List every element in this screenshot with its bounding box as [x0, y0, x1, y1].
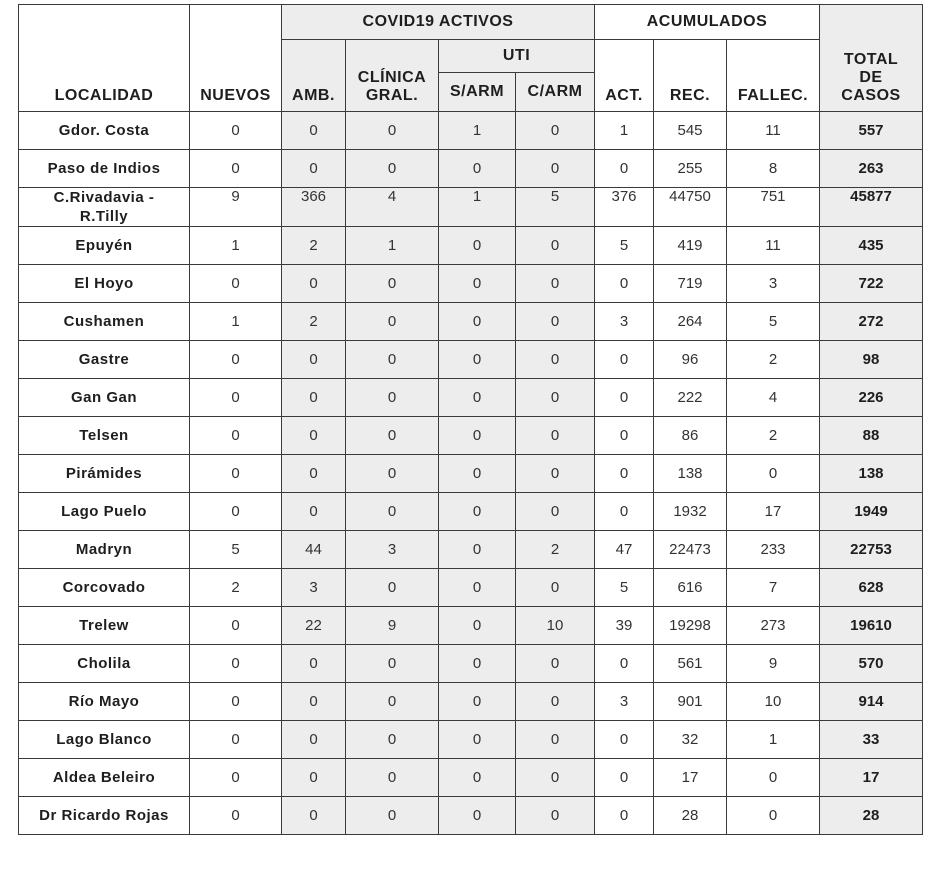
total-cell: 1949	[820, 493, 923, 531]
act-cell: 0	[595, 759, 654, 797]
table-row	[19, 227, 923, 265]
nuevos-cell: 0	[190, 265, 282, 303]
clinica-cell: 0	[346, 150, 439, 188]
nuevos-cell: 2	[190, 569, 282, 607]
rec-cell: 22473	[654, 531, 727, 569]
rec-cell: 96	[654, 341, 727, 379]
localidad-cell: Trelew	[19, 607, 190, 645]
header-clinica-line1: CLÍNICA	[357, 69, 427, 86]
act-cell: 3	[595, 303, 654, 341]
s-arm-cell: 1	[439, 188, 516, 227]
table-row	[19, 607, 923, 645]
table-row	[19, 645, 923, 683]
fallec-cell: 3	[727, 265, 820, 303]
header-clinica-line2: GRAL.	[365, 87, 419, 104]
header-uti: UTI	[439, 40, 595, 73]
localidad-cell	[19, 188, 190, 227]
header-s-arm: S/ARM	[439, 73, 516, 112]
clinica-cell: 0	[346, 112, 439, 150]
amb-cell: 0	[282, 759, 346, 797]
total-cell: 19610	[820, 607, 923, 645]
act-cell: 0	[595, 721, 654, 759]
fallec-cell: 10	[727, 683, 820, 721]
total-cell: 722	[820, 265, 923, 303]
fallec-cell: 11	[727, 112, 820, 150]
table-row	[19, 721, 923, 759]
covid-cases-table	[18, 4, 923, 835]
total-cell: 263	[820, 150, 923, 188]
amb-cell: 0	[282, 797, 346, 835]
c-arm-cell: 0	[516, 265, 595, 303]
localidad-cell: Paso de Indios	[19, 150, 190, 188]
s-arm-cell: 0	[439, 227, 516, 265]
act-cell: 0	[595, 150, 654, 188]
c-arm-cell: 0	[516, 227, 595, 265]
fallec-cell: 0	[727, 759, 820, 797]
s-arm-cell: 0	[439, 493, 516, 531]
fallec-cell: 5	[727, 303, 820, 341]
act-cell: 376	[595, 188, 654, 227]
header-fallec: FALLEC.	[727, 40, 820, 112]
nuevos-cell: 9	[190, 188, 282, 227]
amb-cell: 0	[282, 683, 346, 721]
c-arm-cell: 0	[516, 759, 595, 797]
localidad-cell: Cushamen	[19, 303, 190, 341]
act-cell: 3	[595, 683, 654, 721]
clinica-cell: 0	[346, 379, 439, 417]
c-arm-cell: 0	[516, 683, 595, 721]
header-act: ACT.	[595, 40, 654, 112]
table-row	[19, 455, 923, 493]
table-row	[19, 759, 923, 797]
act-cell: 0	[595, 455, 654, 493]
clinica-cell: 3	[346, 531, 439, 569]
act-cell: 0	[595, 417, 654, 455]
c-arm-cell: 0	[516, 569, 595, 607]
localidad-cell: Cholila	[19, 645, 190, 683]
fallec-cell: 4	[727, 379, 820, 417]
total-cell: 98	[820, 341, 923, 379]
localidad-cell: Lago Blanco	[19, 721, 190, 759]
nuevos-cell: 0	[190, 455, 282, 493]
header-amb: AMB.	[282, 40, 346, 112]
clinica-cell: 0	[346, 797, 439, 835]
s-arm-cell: 0	[439, 683, 516, 721]
act-cell: 5	[595, 569, 654, 607]
s-arm-cell: 0	[439, 417, 516, 455]
rec-cell: 561	[654, 645, 727, 683]
table-row	[19, 531, 923, 569]
header-total-line1: TOTAL	[843, 51, 899, 68]
localidad-cell: Gastre	[19, 341, 190, 379]
total-cell: 557	[820, 112, 923, 150]
fallec-cell: 8	[727, 150, 820, 188]
fallec-cell: 273	[727, 607, 820, 645]
total-cell: 45877	[820, 188, 923, 227]
rec-cell: 86	[654, 417, 727, 455]
rec-cell: 255	[654, 150, 727, 188]
total-cell: 272	[820, 303, 923, 341]
table-row	[19, 493, 923, 531]
c-arm-cell: 5	[516, 188, 595, 227]
c-arm-cell: 10	[516, 607, 595, 645]
rec-cell: 616	[654, 569, 727, 607]
total-cell: 33	[820, 721, 923, 759]
fallec-cell: 1	[727, 721, 820, 759]
table-row	[19, 569, 923, 607]
header-total-line3: CASOS	[841, 87, 901, 104]
s-arm-cell: 0	[439, 303, 516, 341]
c-arm-cell: 0	[516, 797, 595, 835]
c-arm-cell: 0	[516, 417, 595, 455]
act-cell: 0	[595, 341, 654, 379]
rec-cell: 901	[654, 683, 727, 721]
s-arm-cell: 0	[439, 379, 516, 417]
rec-cell: 138	[654, 455, 727, 493]
amb-cell: 2	[282, 303, 346, 341]
clinica-cell: 0	[346, 683, 439, 721]
amb-cell: 0	[282, 493, 346, 531]
fallec-cell: 7	[727, 569, 820, 607]
nuevos-cell: 0	[190, 683, 282, 721]
clinica-cell: 0	[346, 493, 439, 531]
total-cell: 226	[820, 379, 923, 417]
table-row	[19, 341, 923, 379]
clinica-cell: 0	[346, 341, 439, 379]
total-cell: 138	[820, 455, 923, 493]
rec-cell: 264	[654, 303, 727, 341]
nuevos-cell: 0	[190, 607, 282, 645]
header-covid19-activos: COVID19 ACTIVOS	[282, 5, 595, 40]
act-cell: 47	[595, 531, 654, 569]
header-localidad: LOCALIDAD	[19, 5, 190, 112]
rec-cell: 19298	[654, 607, 727, 645]
rec-cell: 32	[654, 721, 727, 759]
fallec-cell: 0	[727, 455, 820, 493]
table-row	[19, 379, 923, 417]
nuevos-cell: 0	[190, 759, 282, 797]
amb-cell: 2	[282, 227, 346, 265]
clinica-cell: 0	[346, 721, 439, 759]
clinica-cell: 0	[346, 645, 439, 683]
table-row	[19, 150, 923, 188]
total-cell: 17	[820, 759, 923, 797]
s-arm-cell: 0	[439, 797, 516, 835]
table-row	[19, 683, 923, 721]
act-cell: 0	[595, 379, 654, 417]
s-arm-cell: 0	[439, 569, 516, 607]
amb-cell: 0	[282, 379, 346, 417]
c-arm-cell: 0	[516, 303, 595, 341]
rec-cell: 222	[654, 379, 727, 417]
amb-cell: 0	[282, 265, 346, 303]
total-cell: 28	[820, 797, 923, 835]
localidad-cell: Gan Gan	[19, 379, 190, 417]
c-arm-cell: 0	[516, 150, 595, 188]
nuevos-cell: 0	[190, 417, 282, 455]
total-cell: 22753	[820, 531, 923, 569]
table-row	[19, 303, 923, 341]
localidad-cell: Corcovado	[19, 569, 190, 607]
total-cell: 88	[820, 417, 923, 455]
localidad-cell: Aldea Beleiro	[19, 759, 190, 797]
header-nuevos: NUEVOS	[190, 5, 282, 112]
table-row	[19, 188, 923, 227]
act-cell: 0	[595, 493, 654, 531]
localidad-cell: Epuyén	[19, 227, 190, 265]
table-row	[19, 112, 923, 150]
amb-cell: 44	[282, 531, 346, 569]
localidad-cell: Gdor. Costa	[19, 112, 190, 150]
amb-cell: 0	[282, 455, 346, 493]
s-arm-cell: 1	[439, 112, 516, 150]
localidad-line1: C.Rivadavia -	[53, 189, 155, 206]
clinica-cell: 0	[346, 417, 439, 455]
act-cell: 0	[595, 265, 654, 303]
s-arm-cell: 0	[439, 721, 516, 759]
header-acumulados: ACUMULADOS	[595, 5, 820, 40]
table-row	[19, 265, 923, 303]
nuevos-cell: 0	[190, 797, 282, 835]
nuevos-cell: 0	[190, 150, 282, 188]
amb-cell: 0	[282, 417, 346, 455]
header-clinica-gral	[346, 40, 439, 112]
header-rec: REC.	[654, 40, 727, 112]
c-arm-cell: 0	[516, 493, 595, 531]
s-arm-cell: 0	[439, 341, 516, 379]
fallec-cell: 751	[727, 188, 820, 227]
rec-cell: 17	[654, 759, 727, 797]
header-total-line2: DE	[859, 69, 883, 86]
fallec-cell: 9	[727, 645, 820, 683]
s-arm-cell: 0	[439, 150, 516, 188]
clinica-cell: 1	[346, 227, 439, 265]
rec-cell: 419	[654, 227, 727, 265]
localidad-cell: El Hoyo	[19, 265, 190, 303]
amb-cell: 0	[282, 341, 346, 379]
rec-cell: 28	[654, 797, 727, 835]
nuevos-cell: 0	[190, 341, 282, 379]
header-c-arm: C/ARM	[516, 73, 595, 112]
rec-cell: 545	[654, 112, 727, 150]
total-cell: 628	[820, 569, 923, 607]
fallec-cell: 2	[727, 341, 820, 379]
act-cell: 0	[595, 797, 654, 835]
nuevos-cell: 1	[190, 303, 282, 341]
amb-cell: 0	[282, 150, 346, 188]
c-arm-cell: 0	[516, 455, 595, 493]
total-cell: 570	[820, 645, 923, 683]
localidad-cell: Telsen	[19, 417, 190, 455]
total-cell: 914	[820, 683, 923, 721]
localidad-line2: R.Tilly	[79, 208, 129, 225]
localidad-cell: Dr Ricardo Rojas	[19, 797, 190, 835]
c-arm-cell: 2	[516, 531, 595, 569]
fallec-cell: 233	[727, 531, 820, 569]
rec-cell: 44750	[654, 188, 727, 227]
amb-cell: 22	[282, 607, 346, 645]
total-cell: 435	[820, 227, 923, 265]
amb-cell: 366	[282, 188, 346, 227]
nuevos-cell: 1	[190, 227, 282, 265]
amb-cell: 0	[282, 112, 346, 150]
clinica-cell: 0	[346, 759, 439, 797]
fallec-cell: 0	[727, 797, 820, 835]
localidad-cell: Lago Puelo	[19, 493, 190, 531]
rec-cell: 1932	[654, 493, 727, 531]
s-arm-cell: 0	[439, 645, 516, 683]
fallec-cell: 17	[727, 493, 820, 531]
clinica-cell: 4	[346, 188, 439, 227]
act-cell: 39	[595, 607, 654, 645]
s-arm-cell: 0	[439, 607, 516, 645]
amb-cell: 0	[282, 721, 346, 759]
c-arm-cell: 0	[516, 721, 595, 759]
clinica-cell: 0	[346, 569, 439, 607]
header-total-de-casos	[820, 5, 923, 112]
act-cell: 0	[595, 645, 654, 683]
fallec-cell: 2	[727, 417, 820, 455]
clinica-cell: 9	[346, 607, 439, 645]
nuevos-cell: 0	[190, 645, 282, 683]
c-arm-cell: 0	[516, 645, 595, 683]
s-arm-cell: 0	[439, 455, 516, 493]
nuevos-cell: 0	[190, 721, 282, 759]
s-arm-cell: 0	[439, 265, 516, 303]
clinica-cell: 0	[346, 455, 439, 493]
c-arm-cell: 0	[516, 112, 595, 150]
clinica-cell: 0	[346, 303, 439, 341]
rec-cell: 719	[654, 265, 727, 303]
amb-cell: 0	[282, 645, 346, 683]
nuevos-cell: 0	[190, 379, 282, 417]
c-arm-cell: 0	[516, 379, 595, 417]
s-arm-cell: 0	[439, 531, 516, 569]
clinica-cell: 0	[346, 265, 439, 303]
localidad-cell: Pirámides	[19, 455, 190, 493]
localidad-cell: Madryn	[19, 531, 190, 569]
act-cell: 1	[595, 112, 654, 150]
localidad-cell: Río Mayo	[19, 683, 190, 721]
table-row	[19, 417, 923, 455]
s-arm-cell: 0	[439, 759, 516, 797]
nuevos-cell: 0	[190, 112, 282, 150]
nuevos-cell: 0	[190, 493, 282, 531]
amb-cell: 3	[282, 569, 346, 607]
c-arm-cell: 0	[516, 341, 595, 379]
fallec-cell: 11	[727, 227, 820, 265]
table-row	[19, 797, 923, 835]
act-cell: 5	[595, 227, 654, 265]
nuevos-cell: 5	[190, 531, 282, 569]
